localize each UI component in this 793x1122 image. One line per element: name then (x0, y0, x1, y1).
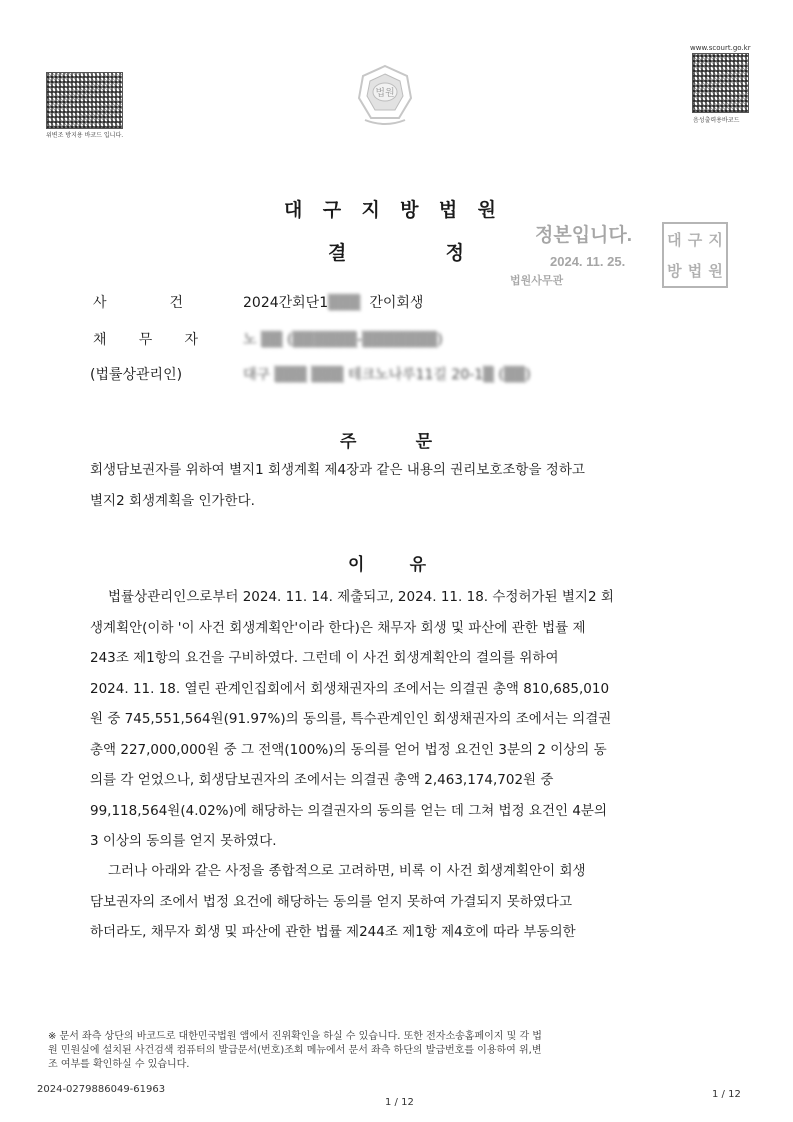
administrator-address: 대구 ▒▒▒ ▒▒▒ 테크노나루11길 20-1▒ (▒▒) (243, 367, 531, 383)
debtor-label: 채 무 자 (93, 332, 198, 348)
order-title: 주 문 (340, 432, 432, 452)
document-type: 결 정 (328, 242, 464, 264)
reason-title: 이 유 (348, 555, 426, 575)
page-number-right: 1 / 12 (712, 1089, 741, 1100)
emblem-text: 법원 (375, 88, 395, 99)
authenticity-barcode-caption: 위변조 방지용 바코드 입니다. (46, 132, 124, 139)
stamp-office: 법원사무관 (510, 275, 564, 287)
reason-paragraph-1: 법률상관리인으로부터 2024. 11. 14. 제출되고, 2024. 11. 18. 수정허가된 별지2 회 생계획안(이하 '이 사건 회생계획안'이라 한다)은 채무자 회생 및 파산에 관한 법률 제 243조 제1항의 요건을 구비하였다. 그런데 이 사건 회생계획안의 결의를 위하여 2024. 11. 18. 열린 관계인집회에서 회생채권자의 조에서는 의결권 총액 810,685,010 원 중 745,551,564원(91.97%)의 동의를, 특수관계인인 회생채권자의 조에서는 의결권 총액 227,000,000원 중 그 전액(100%)의 동의를 얻어 법정 요건인 3분의 2 이상의 동 의를 각 얻었으나, 회생담보권자의 조에서는 의결권 총액 2,463,174,702원 중 99,118,564원(4.02%)에 해당하는 의결권자의 동의를 얻는 데 그쳐 법정 요건인 4분의 3 이상의 동의를 얻지 못하였다. (90, 589, 614, 849)
administrator-label: (법률상관리인) (90, 367, 183, 383)
case-number: 2024간회단1▒▒▒ 간이회생 (243, 295, 424, 311)
order-text: 회생담보권자를 위하여 별지1 회생계획 제4장과 같은 내용의 권리보호조항을 정하고 별지2 회생계획을 인가한다. (90, 462, 585, 509)
authenticity-barcode (46, 72, 123, 129)
voice-output-barcode (692, 53, 749, 113)
case-label: 사 건 (93, 295, 183, 311)
voice-barcode-caption: 음성출력용바코드 (693, 117, 740, 124)
reason-paragraph-2: 그러나 아래와 같은 사정을 종합적으로 고려하면, 비록 이 사건 회생계획안이 회생 담보권자의 조에서 법정 요건에 해당하는 동의를 얻지 못하여 가결되지 못하였다고 하더라도, 채무자 회생 및 파산에 관한 법률 제244조 제1항 제4호에 따라 부동의한 (90, 863, 586, 940)
debtor-value: 노 ▒▒ (▒▒▒▒▒▒-▒▒▒▒▒▒▒) (243, 332, 443, 348)
court-name: 대 구 지 방 법 원 (284, 199, 496, 221)
certified-copy-stamp: 정본입니다. (535, 225, 633, 246)
court-emblem (355, 62, 415, 128)
court-seal: 대 구 지 방 법 원 (662, 222, 728, 288)
verification-notice: ※ 문서 좌측 상단의 바코드로 대한민국법원 앱에서 진위확인을 하실 수 있습니다. 또한 전자소송홈페이지 및 각 법 원 민원실에 설치된 사건검색 컴퓨터의 발급문서(번호)조회 메뉴에서 문서 좌측 하단의 발급번호를 이용하여 위,변 조 여부를 확인하실 수 있습니다. (48, 1031, 542, 1070)
stamp-date: 2024. 11. 25. (550, 254, 626, 269)
page-number-center: 1 / 12 (385, 1097, 414, 1108)
issue-number: 2024-0279886049-61963 (37, 1084, 166, 1095)
site-url: www.scourt.go.kr (690, 44, 751, 52)
